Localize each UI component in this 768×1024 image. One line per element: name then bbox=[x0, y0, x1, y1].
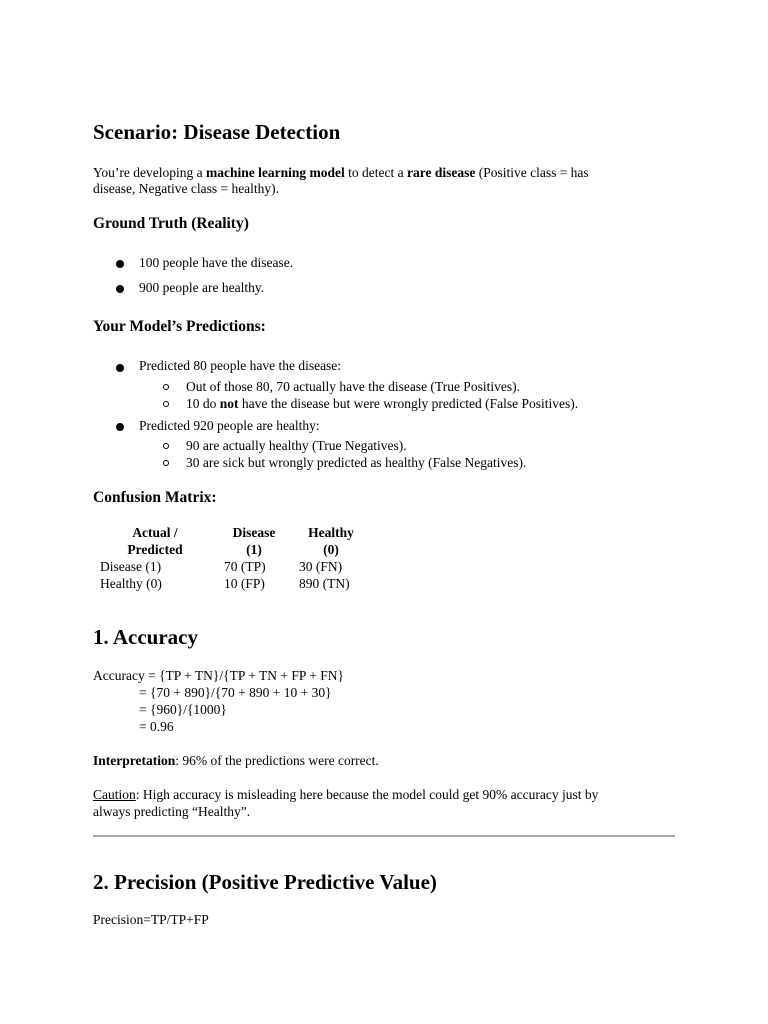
table-cell: Healthy (0) bbox=[100, 576, 162, 591]
prediction-sub-item: Out of those 80, 70 actually have the disease (True Positives). bbox=[186, 379, 520, 394]
accuracy-formula-line: Accuracy = {TP + TN}/{TP + TN + FP + FN} bbox=[93, 668, 344, 683]
sub-item-bold-not: not bbox=[219, 396, 239, 411]
precision-title: 2. Precision (Positive Predictive Value) bbox=[93, 870, 437, 894]
interpretation-paragraph bbox=[93, 752, 379, 769]
confusion-matrix-heading: Confusion Matrix: bbox=[93, 489, 217, 506]
intro-paragraph-line-2: disease, Negative class = healthy). bbox=[93, 181, 280, 196]
precision-formula: Precision=TP/TP+FP bbox=[93, 912, 209, 927]
bullet-icon bbox=[116, 364, 124, 372]
table-header-cell bbox=[100, 524, 210, 558]
prediction-group-label: Predicted 920 people are healthy: bbox=[139, 418, 320, 433]
header-line: Predicted bbox=[127, 542, 183, 557]
sub-bullet-icon bbox=[163, 384, 169, 390]
caution-paragraph-line-1 bbox=[93, 786, 598, 803]
table-cell: 10 (FP) bbox=[224, 576, 265, 591]
ground-truth-item: 900 people are healthy. bbox=[139, 280, 265, 295]
intro-text-1: You’re developing a bbox=[93, 165, 206, 180]
sub-bullet-icon bbox=[163, 401, 169, 407]
intro-bold-ml-model: machine learning model bbox=[205, 165, 345, 180]
interpretation-text: : 96% of the predictions were correct. bbox=[175, 753, 379, 768]
caution-text: : High accuracy is misleading here because the model could get 90% accuracy just by bbox=[135, 787, 599, 802]
caution-label: Caution bbox=[93, 787, 136, 802]
bullet-icon bbox=[116, 260, 124, 268]
intro-bold-rare-disease: rare disease bbox=[406, 165, 476, 180]
predictions-heading: Your Model’s Predictions: bbox=[93, 318, 266, 335]
accuracy-formula-line: = 0.96 bbox=[139, 719, 174, 734]
table-header-cell bbox=[222, 524, 286, 558]
sub-item-text: have the disease but were wrongly predicted (False Positives). bbox=[238, 396, 579, 411]
table-header-cell bbox=[298, 524, 364, 558]
bullet-icon bbox=[116, 285, 124, 293]
header-line: (1) bbox=[246, 542, 262, 557]
prediction-sub-item: 90 are actually healthy (True Negatives). bbox=[186, 438, 407, 453]
header-line: (0) bbox=[323, 542, 339, 557]
table-cell: 70 (TP) bbox=[224, 559, 266, 574]
accuracy-formula-line: = {960}/{1000} bbox=[139, 702, 227, 717]
header-line: Healthy bbox=[308, 525, 354, 540]
header-line: Actual / bbox=[132, 525, 178, 540]
accuracy-title: 1. Accuracy bbox=[93, 625, 198, 649]
ground-truth-heading: Ground Truth (Reality) bbox=[93, 215, 249, 232]
ground-truth-item: 100 people have the disease. bbox=[139, 255, 294, 270]
accuracy-formula-line: = {70 + 890}/{70 + 890 + 10 + 30} bbox=[139, 685, 332, 700]
caution-paragraph-line-2: always predicting “Healthy”. bbox=[93, 804, 251, 819]
intro-text-3: (Positive class = has bbox=[475, 165, 589, 180]
prediction-sub-item: 30 are sick but wrongly predicted as healthy (False Negatives). bbox=[186, 455, 527, 470]
horizontal-rule bbox=[93, 835, 675, 837]
prediction-sub-item bbox=[186, 395, 578, 412]
bullet-icon bbox=[116, 423, 124, 431]
scenario-title: Scenario: Disease Detection bbox=[93, 120, 341, 144]
table-cell: 30 (FN) bbox=[299, 559, 343, 574]
sub-item-text: 10 do bbox=[186, 396, 220, 411]
header-line: Disease bbox=[232, 525, 276, 540]
table-cell: 890 (TN) bbox=[299, 576, 350, 591]
sub-bullet-icon bbox=[163, 460, 169, 466]
interpretation-label: Interpretation bbox=[93, 753, 176, 768]
intro-text-2: to detect a bbox=[344, 165, 407, 180]
table-cell: Disease (1) bbox=[100, 559, 162, 574]
prediction-group-label: Predicted 80 people have the disease: bbox=[139, 358, 342, 373]
sub-bullet-icon bbox=[163, 443, 169, 449]
intro-paragraph-line-1 bbox=[93, 164, 589, 181]
